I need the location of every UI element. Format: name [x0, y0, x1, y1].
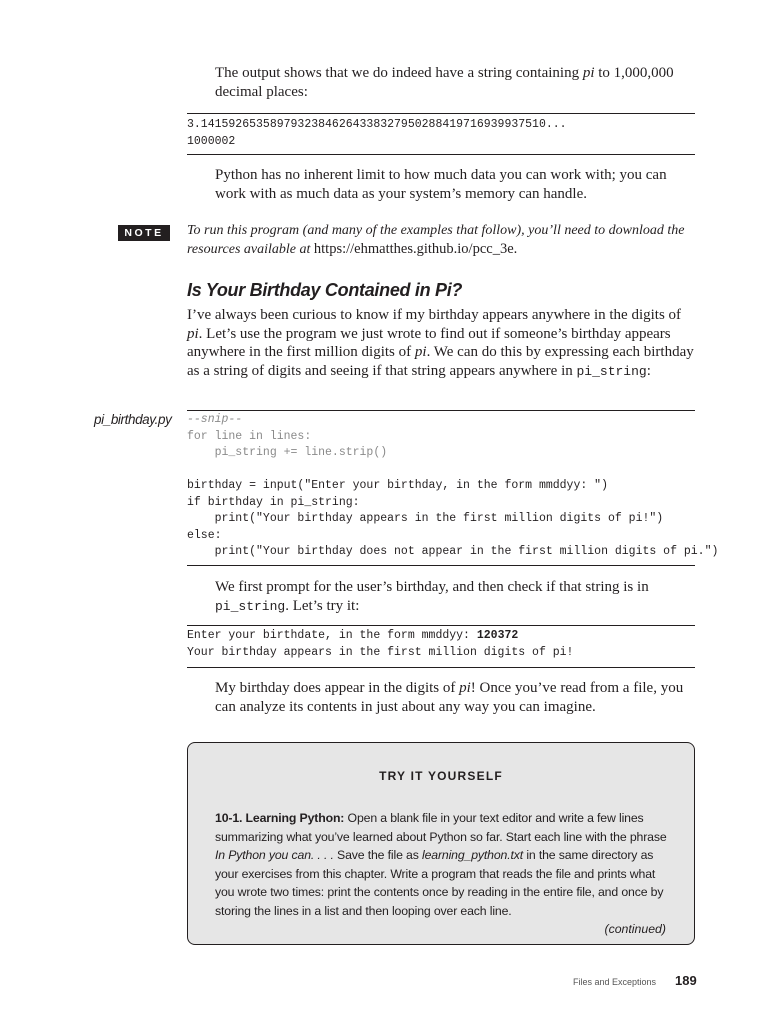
box-title: TRY IT YOURSELF	[379, 769, 503, 783]
divider	[187, 154, 695, 155]
user-input: 120372	[476, 629, 519, 642]
divider	[187, 410, 695, 411]
exercise-label: 10-1. Learning Python:	[215, 811, 345, 825]
paragraph-prompt-explain	[187, 578, 695, 616]
code-file-label: pi_birthday.py	[94, 412, 172, 427]
text: Save the file as	[333, 848, 422, 863]
text: to 1,000,000 decimal places:	[215, 65, 674, 100]
text: My birthday does appear in the digits of	[215, 680, 460, 696]
inline-code: pi_string	[215, 598, 286, 614]
text: . We can do this by expressing each birthday as a string of digits and seeing if that string appears anywhere in	[187, 344, 694, 379]
code-line: print("Your birthday does not appear in the first million digits of pi.")	[187, 545, 719, 558]
divider	[187, 113, 695, 114]
text: The output shows that we do indeed have a string containing	[215, 65, 583, 81]
code-line: birthday = input("Enter your birthday, in the form mmddyy: ")	[187, 479, 608, 492]
paragraph-output-intro	[187, 64, 695, 101]
code-listing	[187, 412, 718, 561]
text: Python has no inherent limit to how much data you can work with; you can work with as much data as your system’s memory can handle.	[215, 167, 667, 202]
text: in the same directory as your exercises from this chapter. Write a program that reads the file and prints what you wrote two times: print the contents once by reading in the entire file, and once by storing the lines in a list and then looping over each line.	[215, 848, 664, 918]
output-line: Your birthday appears in the first million digits of pi!	[187, 645, 574, 659]
note-text	[187, 221, 697, 259]
code-line: print("Your birthday appears in the first million digits of pi!")	[187, 512, 664, 525]
text: Open a blank file in your text editor and write a few lines summarizing what you’ve learned about Python so far. Start each line with the phrase	[215, 811, 667, 844]
output-line: Enter your birthdate, in the form mmddyy:	[187, 629, 477, 642]
code-line: for line in lines:	[187, 429, 312, 443]
continued-marker: (continued)	[604, 922, 666, 936]
exercise-10-1	[215, 809, 667, 921]
emphasis: In Python you can. . . .	[215, 848, 334, 863]
paragraph-data-limit	[187, 166, 695, 203]
paragraph-birthday-intro	[187, 306, 695, 381]
output-line: 3.14159265358979323846264338327950288419716939937510...	[187, 118, 567, 131]
note-badge: NOTE	[118, 225, 170, 241]
section-heading: Is Your Birthday Contained in Pi?	[187, 280, 463, 300]
text: I’ve always been curious to know if my birthday appears anywhere in the digits of	[187, 307, 682, 323]
divider	[187, 625, 695, 626]
snip-marker: --snip--	[187, 413, 243, 426]
paragraph-conclusion	[187, 679, 695, 716]
text: To run this program (and many of the examples that follow), you’ll need to download the resources available at	[187, 223, 685, 257]
text: . Let’s try it:	[285, 597, 360, 614]
resource-url: https://ehmatthes.github.io/pcc_3e	[313, 241, 514, 257]
emphasis-pi: pi	[187, 325, 199, 342]
output-block-birthday	[187, 628, 573, 661]
divider	[187, 565, 695, 566]
text: :	[646, 362, 651, 379]
output-block-pi	[187, 117, 567, 150]
code-line: if birthday in pi_string:	[187, 495, 360, 509]
code-line: pi_string += line.strip()	[187, 446, 388, 459]
inline-code: pi_string	[576, 363, 647, 379]
output-line: 1000002	[187, 134, 236, 148]
emphasis-pi: pi	[459, 680, 471, 696]
emphasis-pi: pi	[414, 344, 427, 360]
page-number: 189	[675, 973, 697, 988]
emphasis-filename: learning_python.txt	[421, 848, 524, 863]
text: We first prompt for the user’s birthday, and then check if that string is in	[215, 579, 649, 595]
code-line: else:	[187, 528, 222, 542]
text: .	[513, 241, 518, 257]
divider	[187, 667, 695, 668]
running-footer: Files and Exceptions	[573, 977, 657, 987]
emphasis-pi: pi	[582, 65, 595, 81]
try-it-yourself-box	[187, 742, 695, 945]
text: . Let’s use the program we just wrote to find out if someone’s birthday appears anywhere in the first million digits of	[187, 325, 671, 360]
text: ! Once you’ve read from a file, you can analyze its contents in just about any way you can imagine.	[215, 680, 684, 715]
